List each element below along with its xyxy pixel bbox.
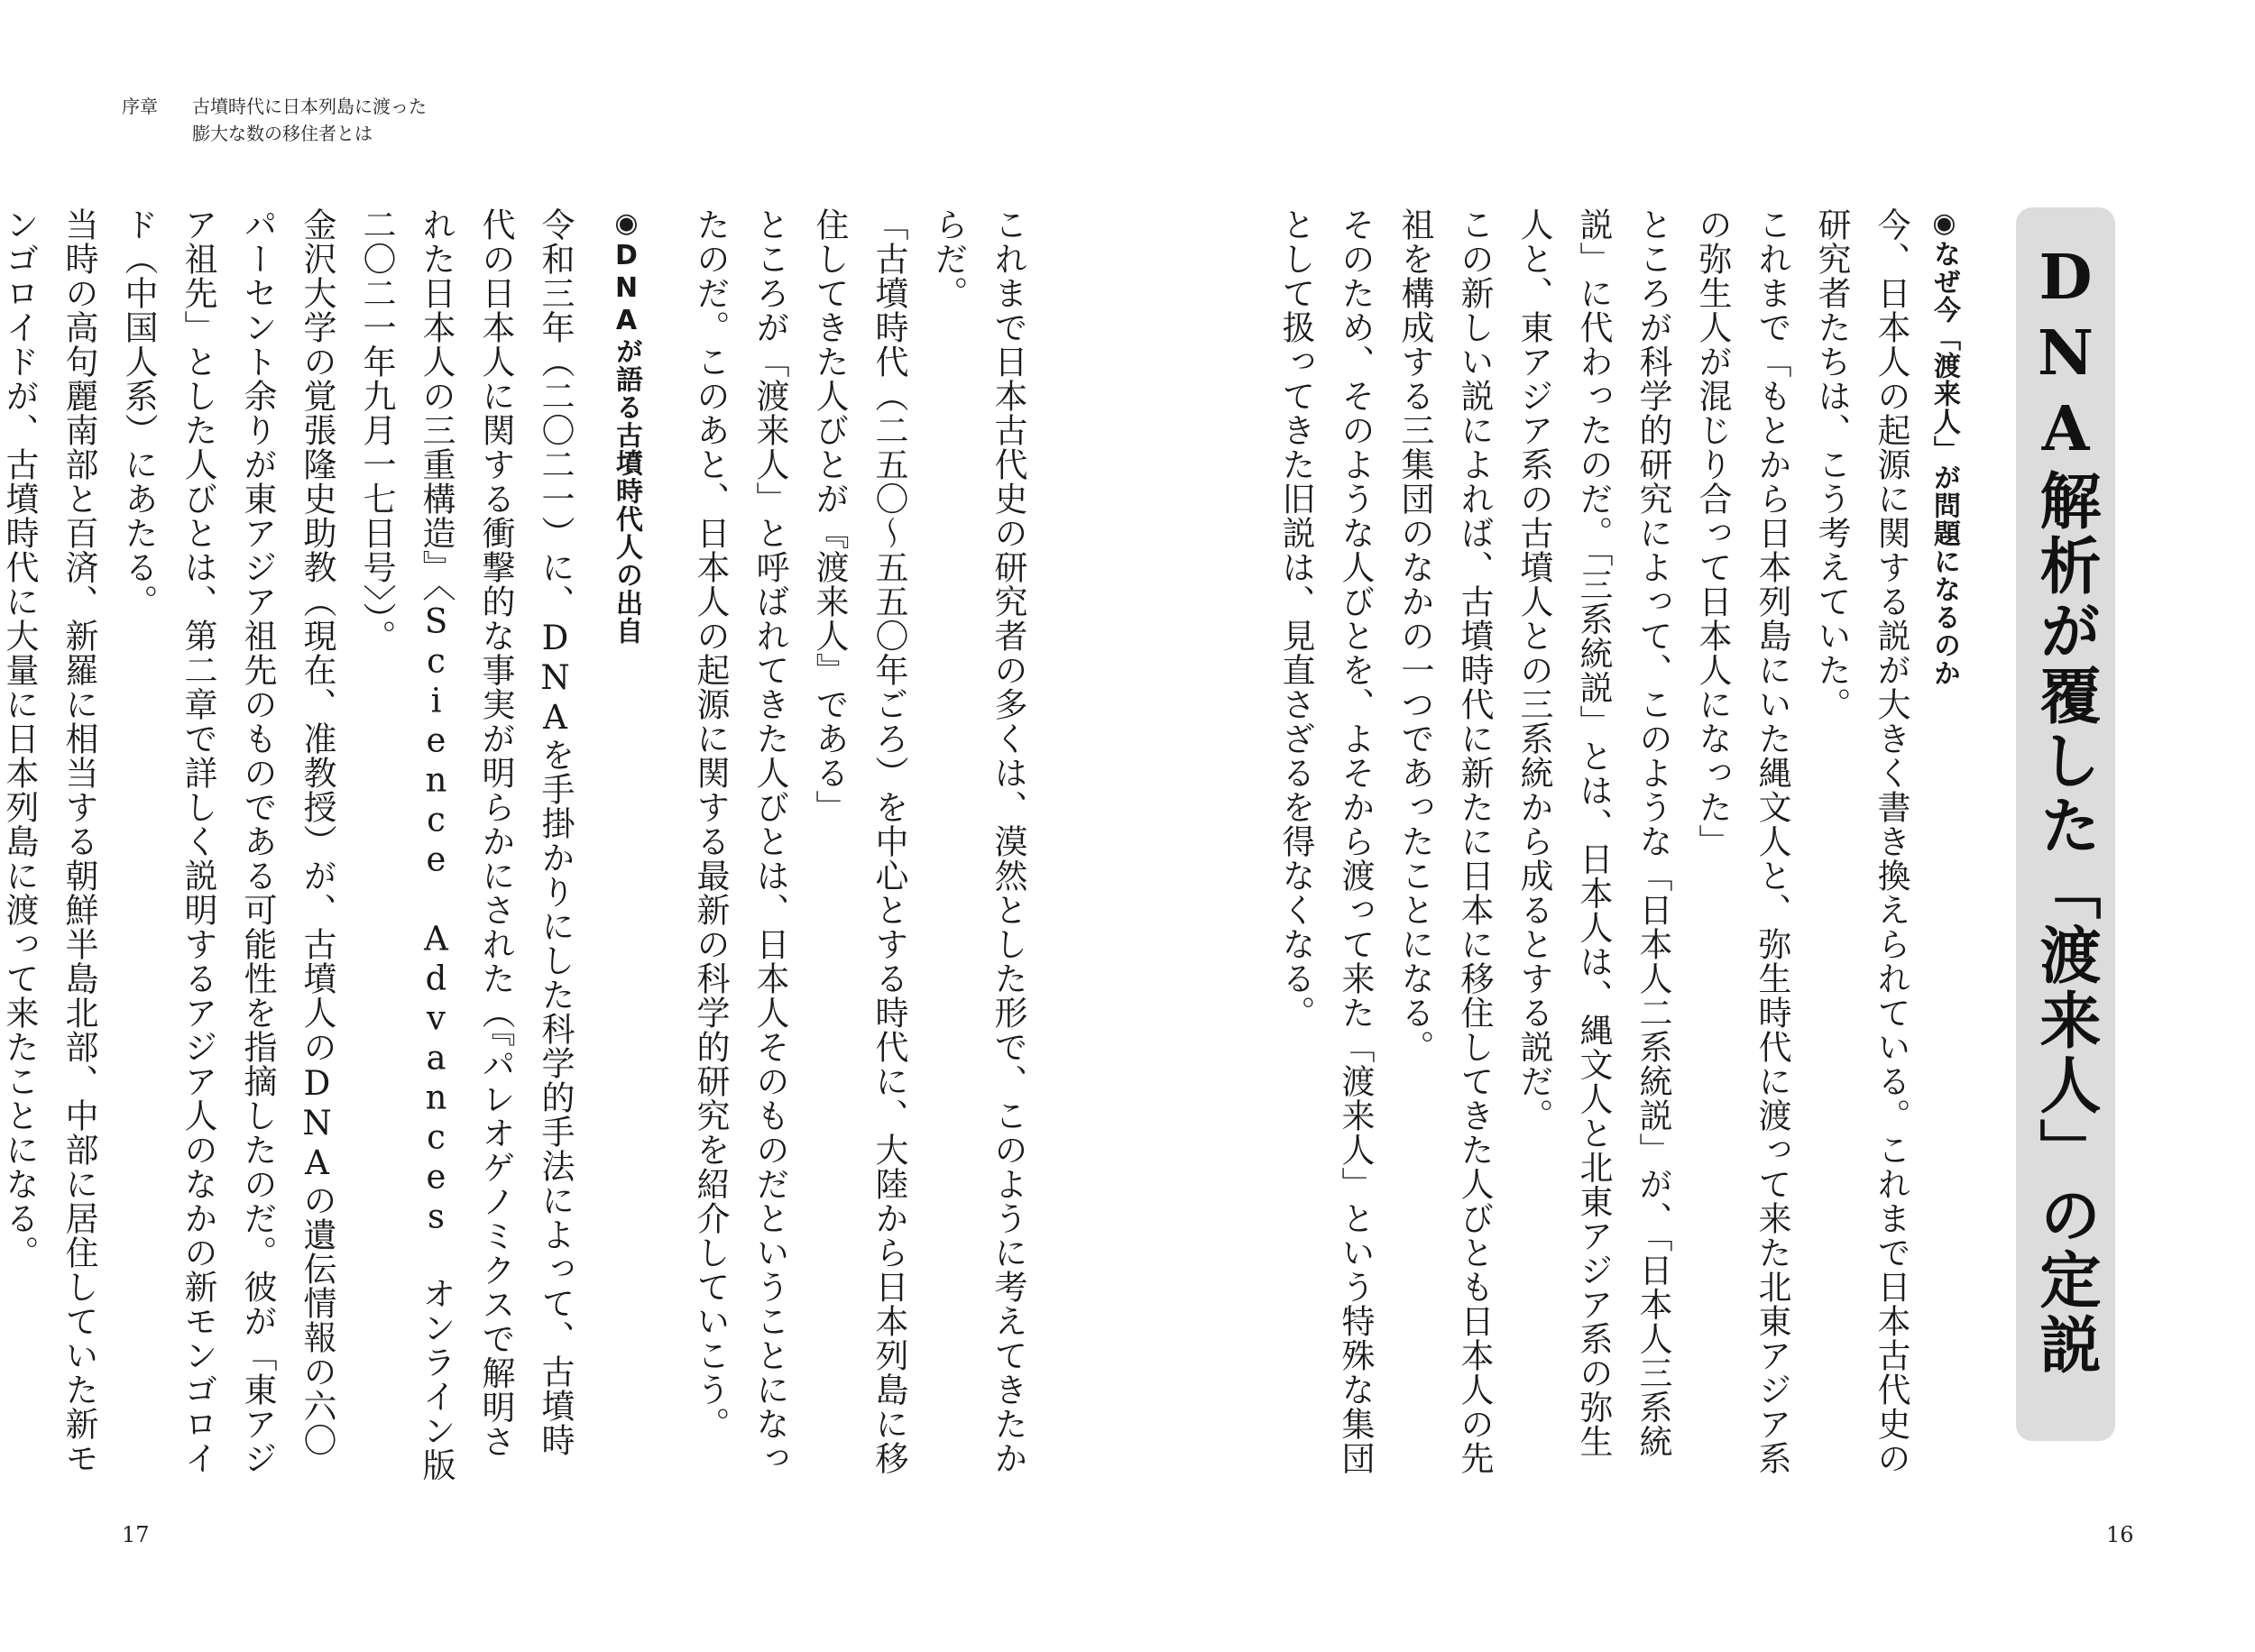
left-page-body [0, 207, 1037, 1488]
section-title: DNA解析が覆した「渡来人」の定説 [2030, 242, 2102, 1378]
left-paragraph-4: 令和三年（二〇二一）に、DNAを手掛かりにした科学的手法によって、古墳時代の日本人に関する衝撃的な事実が明らかにされた（『パレオゲノミクスで解明された日本人の三重構造』〈Science Advances オンライン版二〇二一年九月一七日号〉）。 [357, 207, 575, 1482]
left-paragraph-5: 金沢大学の覚張隆史助教（現在、准教授）が、古墳人のDNAの遺伝情報の六〇パーセント余りが東アジア祖先のものである可能性を指摘したのだ。彼が「東アジア祖先」とした人びとは、第二章で詳しく説明するアジア人のなかの新モンゴロイド（中国人系）にあたる。 [119, 207, 336, 1475]
right-subheading: ◉なぜ今「渡来人」が問題になるのか [1928, 207, 1960, 687]
page-number-right: 16 [2106, 1522, 2134, 1547]
chapter-subtitle-line1: 古墳時代に日本列島に渡った [192, 96, 427, 117]
section-title-box [2016, 207, 2115, 1441]
right-paragraph-4: この新しい説によれば、古墳時代に新たに日本に移住してきた人びとも日本人の先祖を構成する三集団のなかの一つであったことになる。 [1395, 207, 1494, 1475]
right-paragraph-1: 今、日本人の起源に関する説が大きく書き換えられている。これまで日本古代史の研究者たちは、こう考えていた。 [1812, 207, 1910, 1475]
right-paragraph-3: ところが科学的研究によって、このような「日本人二系統説」が、「日本人三系統説」に代わったのだ。「三系統説」とは、日本人は、縄文人と北東アジア系の弥生人と、東アジア系の古墳人との三系統から成るとする説だ。 [1514, 207, 1672, 1459]
chapter-subtitle-line2: 膨大な数の移住者とは [192, 123, 373, 144]
left-paragraph-3: ところが「渡来人」と呼ばれてきた人びとは、日本人そのものだということになったのだ。このあと、日本人の起源に関する最新の科学的研究を紹介していこう。 [691, 207, 789, 1475]
left-subheading: ◉DNAが語る古墳時代人の出自 [611, 207, 642, 645]
left-paragraph-6: 当時の高句麗南部と百済、新羅に相当する朝鮮半島北部、中部に居住していた新モンゴロイドが、古墳時代に大量に日本列島に渡って来たことになる。 [0, 207, 98, 1475]
right-page-body [1258, 207, 1962, 1488]
left-paragraph-1: これまで日本古代史の研究者の多くは、漠然とした形で、このように考えてきたからだ。 [929, 207, 1027, 1475]
page-number-left: 17 [122, 1522, 150, 1547]
chapter-label: 序章 [122, 96, 158, 117]
right-page [1258, 207, 1962, 1488]
left-page [0, 207, 1037, 1488]
right-paragraph-5: そのため、そのような人びとを、よそから渡って来た「渡来人」という特殊な集団として扱ってきた旧説は、見直さざるを得なくなる。 [1276, 207, 1375, 1475]
chapter-subtitle [192, 93, 427, 147]
left-paragraph-2: 「古墳時代（二五〇～五五〇年ごろ）を中心とする時代に、大陸から日本列島に移住してきた人びとが『渡来人』である」 [810, 207, 908, 1475]
right-paragraph-2: これまで「もとから日本列島にいた縄文人と、弥生時代に渡って来た北東アジア系の弥生人が混じり合って日本人になった」 [1693, 207, 1791, 1475]
